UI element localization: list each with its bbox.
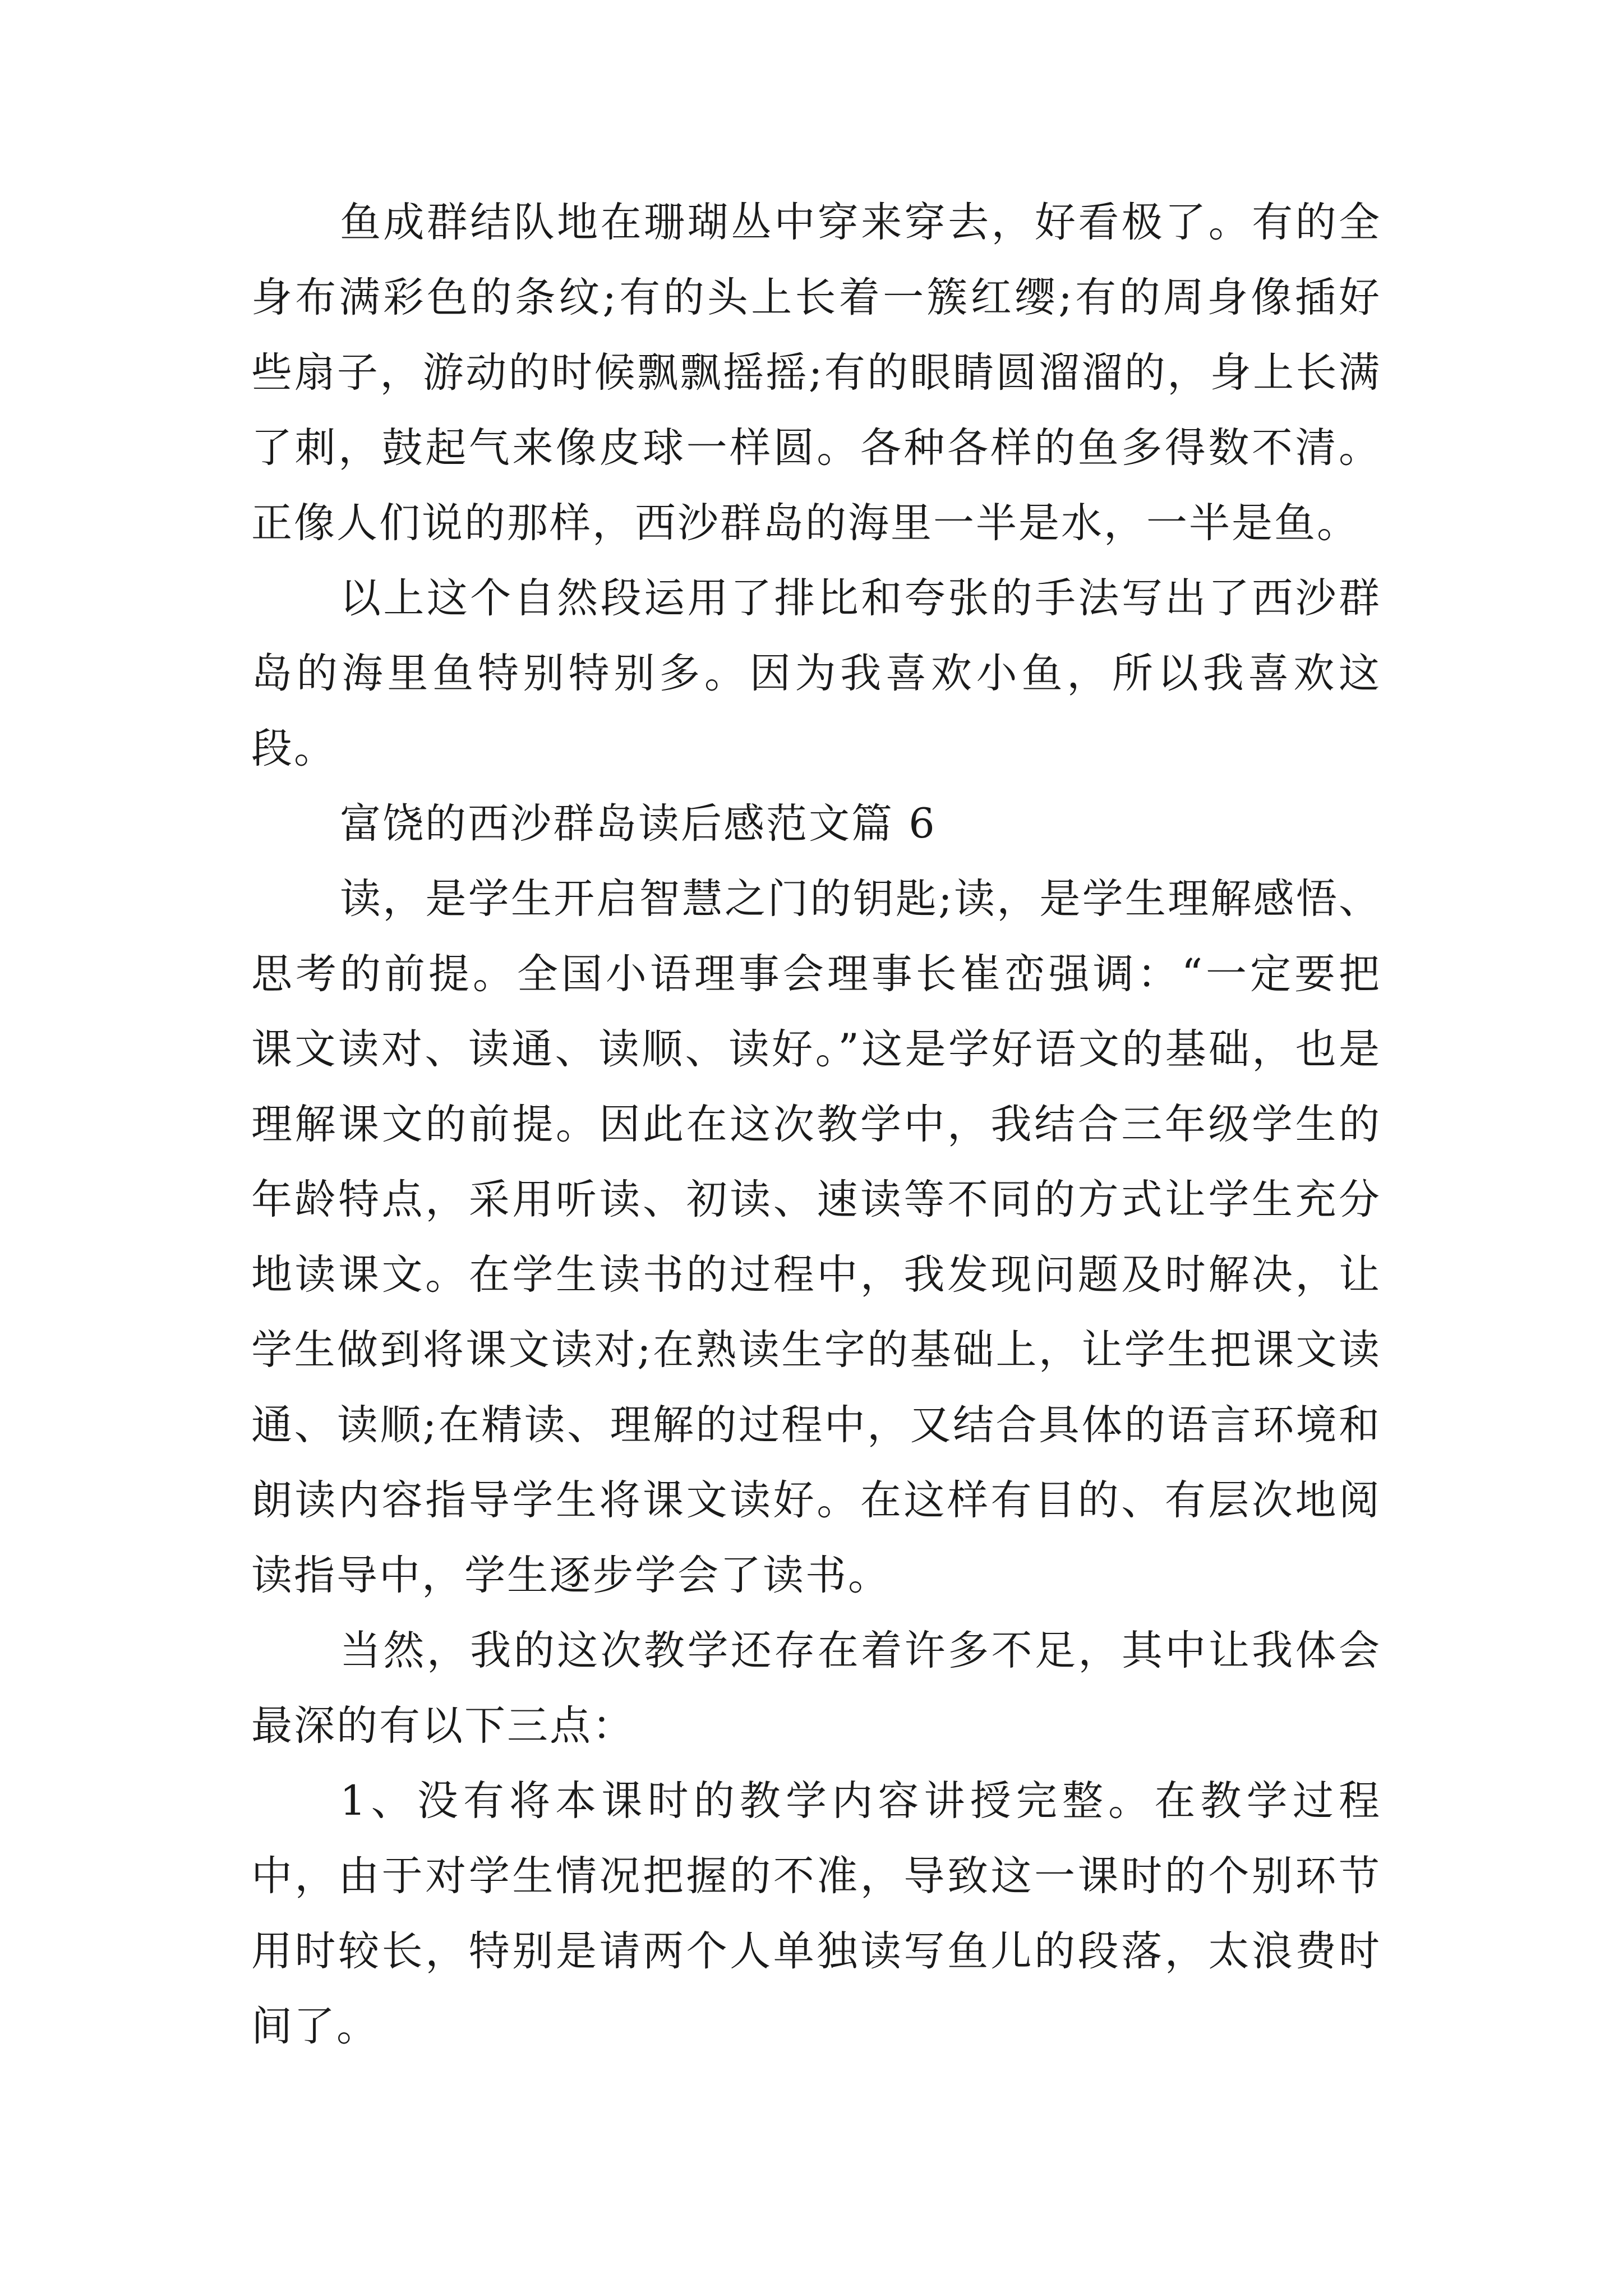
paragraph-rhetoric-comment: 以上这个自然段运用了排比和夸张的手法写出了西沙群岛的海里鱼特别特别多。因为我喜欢小鱼，所以我喜欢这段。 <box>251 574 1381 772</box>
paragraph-shortcomings-intro: 当然，我的这次教学还存在着许多不足，其中让我体会最深的有以下三点： <box>251 1627 1381 1750</box>
paragraph-point-one: 1、没有将本课时的教学内容讲授完整。在教学过程中，由于对学生情况把握的不准，导致这一课时的个别环节用时较长，特别是请两个人单独读写鱼儿的段落，太浪费时间了。 <box>251 1777 1381 2050</box>
document-body <box>251 185 1381 2064</box>
paragraph-reading-importance: 读，是学生开启智慧之门的钥匙;读，是学生理解感悟、思考的前提。全国小语理事会理事长崔峦强调：“一定要把课文读对、读通、读顺、读好。”这是学好语文的基础，也是理解课文的前提。因此在这次教学中，我结合三年级学生的年龄特点，采用听读、初读、速读等不同的方式让学生充分地读课文。在学生读书的过程中，我发现问题及时解决，让学生做到将课文读对;在熟读生字的基础上，让学生把课文读通、读顺;在精读、理解的过程中，又结合具体的语言环境和朗读内容指导学生将课文读好。在这样有目的、有层次地阅读指导中，学生逐步学会了读书。 <box>251 875 1381 1599</box>
section-title: 富饶的西沙群岛读后感范文篇 6 <box>340 800 937 848</box>
paragraph-fish-description: 鱼成群结队地在珊瑚丛中穿来穿去，好看极了。有的全身布满彩色的条纹;有的头上长着一簇红缨;有的周身像插好些扇子，游动的时候飘飘摇摇;有的眼睛圆溜溜的，身上长满了刺，鼓起气来像皮球一样圆。各种各样的鱼多得数不清。正像人们说的那样，西沙群岛的海里一半是水，一半是鱼。 <box>251 199 1381 547</box>
